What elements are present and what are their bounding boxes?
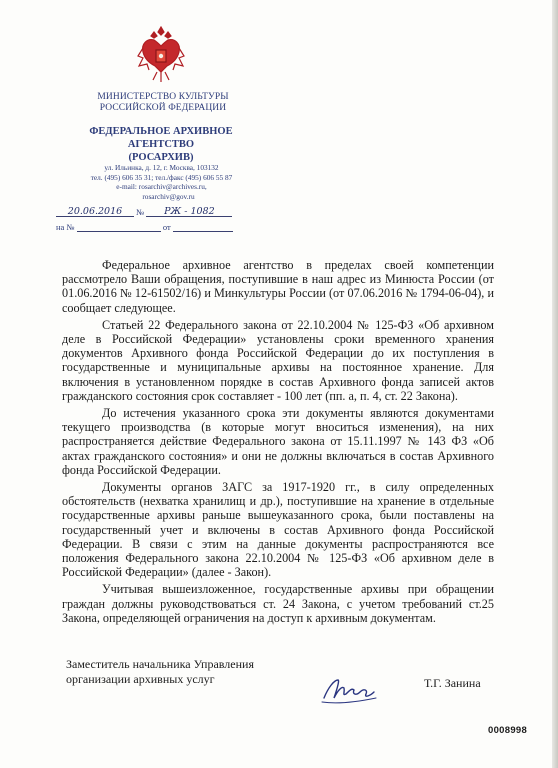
registration-date: 20.06.2016 [67, 206, 123, 217]
registration-date-field [56, 206, 134, 217]
state-emblem-icon [137, 26, 185, 84]
email-line-2: rosarchiv@gov.ru [142, 191, 195, 201]
agency-name: ФЕДЕРАЛЬНОЕ АРХИВНОЕ АГЕНТСТВО (РОСАРХИВ) [89, 126, 233, 163]
registration-number-field [146, 206, 232, 217]
reference-of-label: от [162, 222, 171, 232]
signatory-name: Т.Г. Занина [424, 676, 481, 690]
serial-number: 0008998 [488, 725, 528, 736]
phone-line: тел. (495) 606 35 31; тел./факс (495) 606 55 87 [90, 172, 233, 182]
registration-number: РЖ - 1082 [164, 206, 215, 217]
paragraph-2: Статьей 22 Федерального закона от 22.10.2004 № 125-ФЗ «Об архивном деле в Российской Федерации» установлены сроки временного хранения документов Архивного фонда Российской Федерации до их поступления в государственные и муниципальные архивы на постоянное хранение. Для включения в установленном порядке в состав Архивного фонда записей актов гражданского состояния срок составляет - 100 лет (пп. а, п. 4, ст. 22 Закона). [62, 317, 494, 403]
reference-line [56, 221, 233, 232]
contact-block [70, 163, 253, 201]
paragraph-4: Документы органов ЗАГС за 1917-1920 гг., в силу определенных обстоятельств (нехватка хранилищ и др.), поступившие на хранение в отдельные государственные архивы раньше вышеуказанного срока, были поставлены на государственный учет и включены в состав Архивного фонда Российской Федерации. В связи с этим на данные документы распространяются все положения Федерального закона 22.10.2004 № 125-ФЗ «Об архивном деле в Российской Федерации» (далее - Закон). [62, 480, 494, 580]
handwritten-signature [318, 674, 382, 708]
paragraph-3: До истечения указанного срока эти документы являются документами текущего производства (в которые могут вноситься изменения), на них распространяется действие Федерального закона от 15.11.1997 № 143 ФЗ «Об актах гражданского состояния» и они не должны включаться в состав Архивного фонда Российской Федерации. [62, 406, 494, 477]
reference-number-field [77, 221, 161, 232]
scan-edge [552, 0, 558, 768]
reference-date-field [173, 221, 233, 232]
paragraph-5: Учитывая вышеизложенное, государственные архивы при обращении граждан должны руководствоваться ст. 24 Закона, с учетом требований ст.25 Закона, определяющей ограничения на доступ к архивным документам. [62, 582, 494, 625]
email-line: e-mail: rosarchiv@archives.ru, [116, 182, 207, 192]
number-sign: № [136, 207, 145, 217]
reference-prefix: на № [56, 222, 75, 232]
signatory-title: Заместитель начальника Управления организации архивных услуг [66, 657, 254, 686]
ministry-name: МИНИСТЕРСТВО КУЛЬТУРЫ РОССИЙСКОЙ ФЕДЕРАЦИИ [97, 92, 229, 113]
registration-line [56, 206, 232, 217]
letter-body [62, 258, 494, 628]
address-line: ул. Ильинка, д. 12, г. Москва, 103132 [104, 163, 219, 172]
paragraph-1: Федеральное архивное агентство в пределах своей компетенции рассмотрело Ваши обращения, поступившие в наш адрес из Минюста России (от 01.06.2016 № 12-61502/16) и Минкультуры России (от 07.06.2016 № 1794-06-04), и сообщает следующее. [62, 258, 494, 315]
